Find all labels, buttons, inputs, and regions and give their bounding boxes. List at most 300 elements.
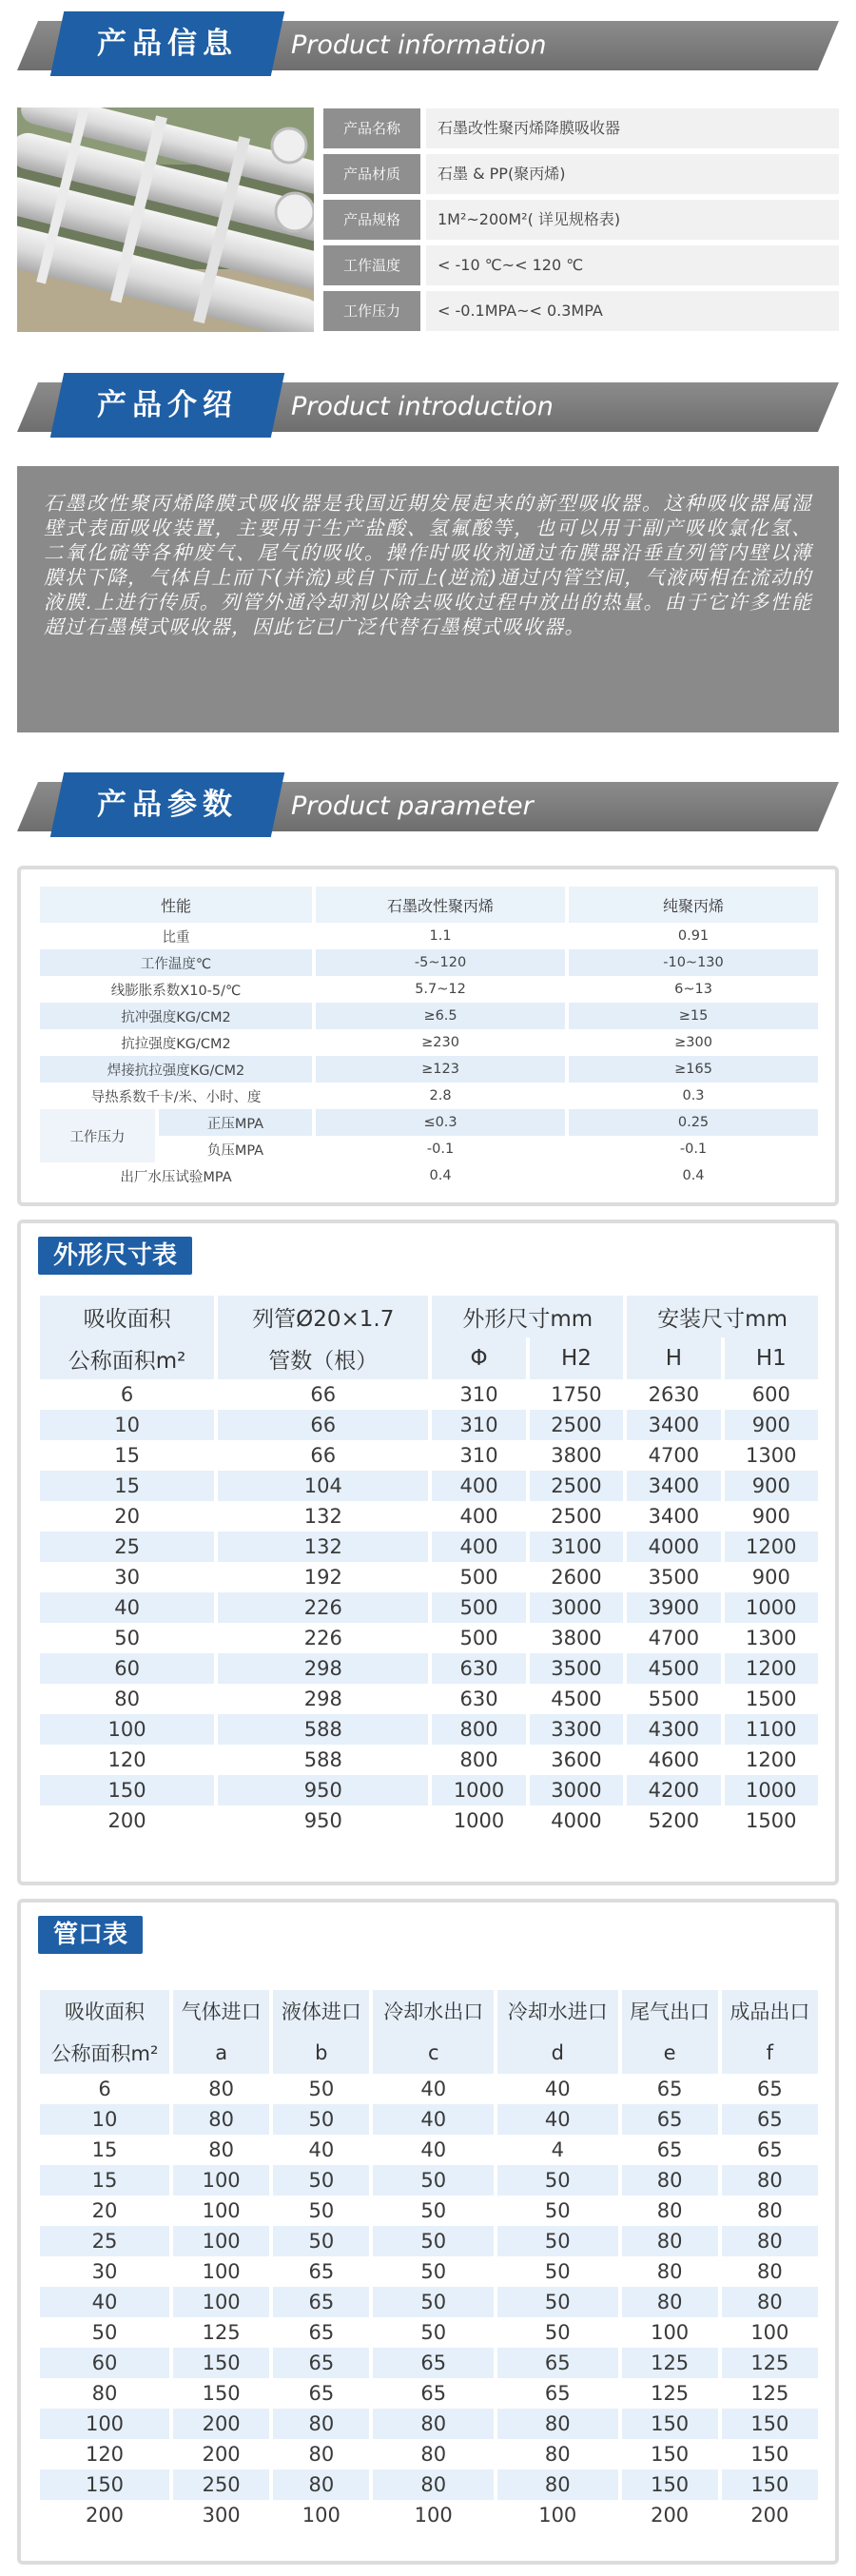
table-cell: 400 bbox=[459, 1505, 498, 1528]
table-cell: 100 bbox=[202, 2260, 241, 2283]
table-cell: 3900 bbox=[627, 1592, 720, 1623]
table-row bbox=[40, 923, 818, 949]
table-cell: 150 bbox=[750, 2443, 789, 2466]
table-cell: 50 bbox=[420, 2199, 447, 2222]
table-cell: 50 bbox=[91, 2321, 118, 2344]
table-row bbox=[40, 1029, 818, 1056]
table-cell: 80 bbox=[273, 2469, 369, 2500]
table-cell: 1300 bbox=[746, 1444, 797, 1467]
param-name: 抗拉强度KG/CM2 bbox=[121, 1036, 231, 1052]
table-row bbox=[40, 2469, 818, 2500]
param-value: -10~130 bbox=[569, 949, 818, 976]
table-row bbox=[40, 2226, 818, 2256]
table-cell: 298 bbox=[303, 1688, 342, 1710]
table-cell: 66 bbox=[310, 1444, 337, 1467]
table-cell: 125 bbox=[202, 2321, 241, 2344]
param-value: ≥123 bbox=[316, 1056, 565, 1083]
table-cell: 80 bbox=[622, 2165, 718, 2195]
header-cell: 性能 bbox=[40, 887, 312, 923]
table-cell: 65 bbox=[757, 2138, 783, 2161]
table-cell: 20 bbox=[114, 1505, 140, 1528]
header-cell: 液体进口 bbox=[273, 1990, 369, 2032]
table-cell: 3800 bbox=[551, 1444, 602, 1467]
table-cell: 15 bbox=[40, 1471, 214, 1501]
table-cell: 3800 bbox=[551, 1627, 602, 1649]
table-cell: 3300 bbox=[530, 1714, 623, 1745]
table-cell: 3400 bbox=[627, 1410, 720, 1440]
table-cell: 10 bbox=[40, 1410, 214, 1440]
table-cell: 100 bbox=[651, 2321, 690, 2344]
info-key: 产品材质 bbox=[323, 154, 420, 194]
table-cell: 50 bbox=[308, 2199, 335, 2222]
table-cell: 1500 bbox=[746, 1809, 797, 1832]
table-cell: 1000 bbox=[453, 1809, 505, 1832]
table-row bbox=[40, 1109, 818, 1136]
table-row bbox=[40, 1592, 818, 1623]
table-cell: 4000 bbox=[627, 1532, 720, 1562]
table-row bbox=[40, 1532, 818, 1562]
table-cell: 50 bbox=[544, 2321, 571, 2344]
param-value: 6~13 bbox=[674, 982, 712, 997]
table-cell: 6 bbox=[120, 1383, 134, 1406]
table-cell: 120 bbox=[107, 1748, 146, 1771]
intro-paragraph: 石墨改性聚丙烯降膜式吸收器是我国近期发展起来的新型吸收器。这种吸收器属湿壁式表面吸收装置，主要用于生产盐酸、氢氟酸等，也可以用于副产吸收氯化氢、二氧化硫等各种废气、尾气的吸收。操作时吸收剂通过布膜器沿垂直列管内壁以薄膜状下降，气体自上而下(并流)或自下而上(逆流)通过内管空间，气液两相在流动的液膜.上进行传质。列管外通冷却剂以除去吸收过程中放出的热量。由于它许多性能超过石墨模式吸收器，因此它已广泛代替石墨模式吸收器。 bbox=[17, 466, 839, 732]
param-table-box bbox=[17, 866, 839, 1206]
table-cell: 80 bbox=[114, 1688, 140, 1710]
section-banner-param bbox=[17, 772, 839, 837]
section-banner-intro bbox=[17, 373, 839, 438]
table-cell: 80 bbox=[722, 2287, 818, 2317]
table-cell: 100 bbox=[414, 2504, 453, 2527]
table-cell: 50 bbox=[420, 2260, 447, 2283]
table-cell: 100 bbox=[173, 2165, 269, 2195]
table-cell: 226 bbox=[218, 1592, 428, 1623]
table-cell: 66 bbox=[218, 1410, 428, 1440]
table-cell: 150 bbox=[722, 2409, 818, 2439]
param-name: 导热系数千卡/米、小时、度 bbox=[90, 1089, 262, 1105]
table-cell: 100 bbox=[750, 2321, 789, 2344]
table-cell: 4300 bbox=[627, 1714, 720, 1745]
param-value: ≥165 bbox=[569, 1056, 818, 1083]
port-table-box bbox=[17, 1899, 839, 2565]
table-cell: 104 bbox=[218, 1471, 428, 1501]
header-cell: 公称面积m² bbox=[40, 1337, 214, 1379]
table-cell: 66 bbox=[310, 1383, 337, 1406]
table-cell: 80 bbox=[722, 2226, 818, 2256]
param-value: 5.7~12 bbox=[415, 982, 466, 997]
table-cell: 500 bbox=[459, 1627, 498, 1649]
table-cell: 50 bbox=[497, 2226, 618, 2256]
info-key: 产品名称 bbox=[323, 108, 420, 148]
table-cell: 80 bbox=[622, 2226, 718, 2256]
table-cell: 4500 bbox=[551, 1688, 602, 1710]
table-cell: 132 bbox=[218, 1532, 428, 1562]
table-row bbox=[40, 2256, 818, 2287]
table-cell: 630 bbox=[432, 1653, 525, 1684]
table-cell: 50 bbox=[544, 2260, 571, 2283]
table-cell: 300 bbox=[202, 2504, 241, 2527]
table-cell: 15 bbox=[114, 1444, 140, 1467]
table-cell: 2500 bbox=[551, 1505, 602, 1528]
param-name: 焊接抗拉强度KG/CM2 bbox=[40, 1056, 312, 1083]
table-cell: 100 bbox=[173, 2287, 269, 2317]
header-cell: 纯聚丙烯 bbox=[569, 887, 818, 923]
table-row bbox=[40, 1379, 818, 1410]
table-cell: 50 bbox=[373, 2226, 494, 2256]
table-cell: 1200 bbox=[746, 1748, 797, 1771]
param-value: 0.4 bbox=[682, 1168, 705, 1183]
param-value: ≤0.3 bbox=[316, 1109, 565, 1136]
table-cell: 150 bbox=[40, 2469, 169, 2500]
header-cell: 气体进口 bbox=[173, 1990, 269, 2032]
dimension-table bbox=[36, 1296, 822, 1836]
table-cell: 80 bbox=[308, 2443, 335, 2466]
table-cell: 80 bbox=[208, 2078, 234, 2100]
table-cell: 50 bbox=[114, 1627, 140, 1649]
table-cell: 900 bbox=[751, 1566, 790, 1589]
header-cell: c bbox=[373, 2032, 494, 2074]
table-cell: 2600 bbox=[551, 1566, 602, 1589]
info-key: 产品规格 bbox=[323, 200, 420, 240]
header-cell: 管数（根） bbox=[218, 1337, 428, 1379]
dimension-table-box bbox=[17, 1220, 839, 1885]
section-title-cn: 产品介绍 bbox=[97, 388, 238, 422]
table-cell: 40 bbox=[40, 2287, 169, 2317]
table-cell: 4600 bbox=[648, 1748, 700, 1771]
table-cell: 1000 bbox=[432, 1775, 525, 1805]
table-cell: 80 bbox=[208, 2138, 234, 2161]
port-table bbox=[36, 1990, 822, 2530]
table-cell: 3000 bbox=[530, 1592, 623, 1623]
table-row bbox=[40, 2135, 818, 2165]
table-cell: 125 bbox=[722, 2348, 818, 2378]
table-row bbox=[40, 1136, 818, 1162]
header-cell: Φ bbox=[432, 1337, 525, 1379]
header-cell: f bbox=[722, 2032, 818, 2074]
header-cell: e bbox=[622, 2032, 718, 2074]
table-cell: 298 bbox=[218, 1653, 428, 1684]
table-cell: 50 bbox=[373, 2287, 494, 2317]
table-cell: 1500 bbox=[746, 1688, 797, 1710]
header-cell: d bbox=[497, 2032, 618, 2074]
table-cell: 200 bbox=[85, 2504, 125, 2527]
table-cell: 900 bbox=[751, 1505, 790, 1528]
table-cell: 50 bbox=[497, 2287, 618, 2317]
table-header-row bbox=[40, 2032, 818, 2074]
param-value: 0.4 bbox=[429, 1168, 452, 1183]
table-cell: 125 bbox=[750, 2382, 789, 2405]
header-cell: 冷却水出口 bbox=[373, 1990, 494, 2032]
table-cell: 588 bbox=[303, 1748, 342, 1771]
table-cell: 65 bbox=[722, 2104, 818, 2135]
table-cell: 1000 bbox=[725, 1592, 818, 1623]
table-cell: 50 bbox=[373, 2165, 494, 2195]
table-cell: 630 bbox=[459, 1688, 498, 1710]
table-cell: 150 bbox=[651, 2443, 690, 2466]
table-cell: 800 bbox=[459, 1748, 498, 1771]
table-cell: 125 bbox=[622, 2348, 718, 2378]
table-cell: 600 bbox=[751, 1383, 790, 1406]
param-name: 比重 bbox=[162, 929, 190, 946]
table-cell: 60 bbox=[40, 2348, 169, 2378]
info-row bbox=[323, 154, 839, 194]
table-cell: 65 bbox=[656, 2138, 683, 2161]
table-cell: 80 bbox=[757, 2260, 783, 2283]
table-row bbox=[40, 1410, 818, 1440]
table-cell: 3600 bbox=[551, 1748, 602, 1771]
table-cell: 65 bbox=[273, 2348, 369, 2378]
table-cell: 132 bbox=[303, 1505, 342, 1528]
table-row bbox=[40, 1684, 818, 1714]
table-cell: 60 bbox=[40, 1653, 214, 1684]
table-cell: 80 bbox=[373, 2469, 494, 2500]
table-cell: 65 bbox=[622, 2104, 718, 2135]
table-cell: 6 bbox=[98, 2078, 111, 2100]
table-cell: 4 bbox=[551, 2138, 564, 2161]
table-cell: 150 bbox=[202, 2382, 241, 2405]
table-cell: 65 bbox=[273, 2287, 369, 2317]
table-header-row bbox=[40, 1296, 818, 1337]
table-header-row bbox=[40, 887, 818, 923]
table-cell: 1300 bbox=[746, 1627, 797, 1649]
section-title-en: Product introduction bbox=[291, 392, 554, 421]
table-cell: 25 bbox=[40, 2226, 169, 2256]
table-cell: 200 bbox=[651, 2504, 690, 2527]
param-value: 0.91 bbox=[677, 928, 710, 944]
table-cell: 125 bbox=[651, 2382, 690, 2405]
header-cell: 外形尺寸mm bbox=[432, 1296, 623, 1337]
table-row bbox=[40, 1745, 818, 1775]
table-cell: 4000 bbox=[551, 1809, 602, 1832]
param-value: ≥300 bbox=[674, 1035, 712, 1050]
table-row bbox=[40, 1653, 818, 1684]
param-name: 负压MPA bbox=[206, 1142, 264, 1159]
table-row bbox=[40, 2287, 818, 2317]
table-row bbox=[40, 949, 818, 976]
table-cell: 192 bbox=[303, 1566, 342, 1589]
table-cell: 50 bbox=[273, 2165, 369, 2195]
section-banner-info bbox=[17, 11, 839, 76]
param-value: 2.8 bbox=[429, 1088, 452, 1103]
param-name: 出厂水压试验MPA bbox=[120, 1169, 232, 1185]
product-photo bbox=[17, 107, 314, 332]
table-cell: 15 bbox=[91, 2138, 118, 2161]
table-cell: 1200 bbox=[725, 1532, 818, 1562]
table-cell: 200 bbox=[173, 2409, 269, 2439]
header-cell: 列管Ø20×1.7 bbox=[218, 1296, 428, 1337]
table-cell: 80 bbox=[91, 2382, 118, 2405]
table-cell: 80 bbox=[497, 2409, 618, 2439]
table-cell: 50 bbox=[308, 2078, 335, 2100]
table-row bbox=[40, 2378, 818, 2409]
table-cell: 80 bbox=[622, 2287, 718, 2317]
table-cell: 400 bbox=[432, 1471, 525, 1501]
info-value: 石墨 & PP(聚丙烯) bbox=[426, 154, 839, 194]
table-cell: 120 bbox=[85, 2443, 125, 2466]
table-cell: 150 bbox=[622, 2469, 718, 2500]
info-row bbox=[323, 200, 839, 240]
param-value: 0.3 bbox=[682, 1088, 705, 1103]
table-cell: 1200 bbox=[725, 1653, 818, 1684]
table-row bbox=[40, 1003, 818, 1029]
table-cell: 80 bbox=[497, 2469, 618, 2500]
table-cell: 3400 bbox=[627, 1471, 720, 1501]
table-cell: 1000 bbox=[725, 1775, 818, 1805]
table-cell: 30 bbox=[91, 2260, 118, 2283]
table-cell: 80 bbox=[656, 2199, 683, 2222]
table-row bbox=[40, 2409, 818, 2439]
info-row bbox=[323, 108, 839, 148]
table-cell: 900 bbox=[725, 1410, 818, 1440]
param-value: 0.25 bbox=[569, 1109, 818, 1136]
param-value: -0.1 bbox=[679, 1142, 708, 1157]
table-row bbox=[40, 2104, 818, 2135]
table-cell: 310 bbox=[432, 1410, 525, 1440]
table-row bbox=[40, 1440, 818, 1471]
table-cell: 150 bbox=[40, 1775, 214, 1805]
table-cell: 500 bbox=[432, 1592, 525, 1623]
table-cell: 950 bbox=[218, 1775, 428, 1805]
table-cell: 40 bbox=[373, 2104, 494, 2135]
table-row bbox=[40, 1623, 818, 1653]
table-cell: 80 bbox=[757, 2199, 783, 2222]
param-value: 1.1 bbox=[429, 928, 452, 944]
table-cell: 65 bbox=[544, 2382, 571, 2405]
table-cell: 950 bbox=[303, 1809, 342, 1832]
info-value: < -0.1MPA~< 0.3MPA bbox=[426, 291, 839, 331]
header-cell: H bbox=[627, 1337, 720, 1379]
product-info-table bbox=[323, 108, 839, 337]
table-cell: 80 bbox=[173, 2104, 269, 2135]
param-value: -5~120 bbox=[316, 949, 565, 976]
header-cell: 公称面积m² bbox=[40, 2032, 169, 2074]
table-cell: 4700 bbox=[648, 1627, 700, 1649]
table-header-row bbox=[40, 1990, 818, 2032]
table-row bbox=[40, 1714, 818, 1745]
param-name: 工作温度℃ bbox=[40, 949, 312, 976]
header-cell: 成品出口 bbox=[722, 1990, 818, 2032]
table-cell: 20 bbox=[91, 2199, 118, 2222]
info-row bbox=[323, 245, 839, 285]
table-cell: 40 bbox=[420, 2138, 447, 2161]
info-value: < -10 ℃~< 120 ℃ bbox=[426, 245, 839, 285]
table-row bbox=[40, 2317, 818, 2348]
header-cell: H1 bbox=[725, 1337, 818, 1379]
header-cell: H2 bbox=[530, 1337, 623, 1379]
table-cell: 10 bbox=[40, 2104, 169, 2135]
table-row bbox=[40, 2439, 818, 2469]
port-table-title: 管口表 bbox=[38, 1916, 143, 1954]
table-cell: 250 bbox=[173, 2469, 269, 2500]
table-cell: 900 bbox=[725, 1471, 818, 1501]
table-row bbox=[40, 1501, 818, 1532]
table-cell: 4500 bbox=[627, 1653, 720, 1684]
table-cell: 2500 bbox=[530, 1471, 623, 1501]
table-cell: 65 bbox=[373, 2348, 494, 2378]
table-cell: 150 bbox=[722, 2469, 818, 2500]
table-cell: 40 bbox=[497, 2104, 618, 2135]
table-cell: 150 bbox=[173, 2348, 269, 2378]
table-cell: 65 bbox=[656, 2078, 683, 2100]
table-cell: 400 bbox=[432, 1532, 525, 1562]
table-cell: 2500 bbox=[530, 1410, 623, 1440]
table-cell: 80 bbox=[420, 2443, 447, 2466]
table-cell: 80 bbox=[656, 2260, 683, 2283]
table-cell: 50 bbox=[420, 2321, 447, 2344]
table-cell: 65 bbox=[308, 2321, 335, 2344]
param-name: 正压MPA bbox=[159, 1109, 312, 1136]
table-cell: 80 bbox=[722, 2165, 818, 2195]
table-cell: 15 bbox=[40, 2165, 169, 2195]
table-cell: 500 bbox=[459, 1566, 498, 1589]
table-cell: 100 bbox=[40, 1714, 214, 1745]
table-cell: 310 bbox=[459, 1383, 498, 1406]
header-cell: 冷却水进口 bbox=[497, 1990, 618, 2032]
param-table bbox=[36, 887, 822, 1189]
table-cell: 200 bbox=[107, 1809, 146, 1832]
header-cell: a bbox=[173, 2032, 269, 2074]
table-row bbox=[40, 1562, 818, 1592]
table-row bbox=[40, 2348, 818, 2378]
table-cell: 50 bbox=[273, 2226, 369, 2256]
table-cell: 100 bbox=[302, 2504, 340, 2527]
table-cell: 40 bbox=[40, 1592, 214, 1623]
table-cell: 3000 bbox=[530, 1775, 623, 1805]
table-cell: 588 bbox=[218, 1714, 428, 1745]
param-name: 抗冲强度KG/CM2 bbox=[40, 1003, 312, 1029]
table-row bbox=[40, 1775, 818, 1805]
table-cell: 40 bbox=[544, 2078, 571, 2100]
info-value: 1M²~200M²( 详见规格表) bbox=[426, 200, 839, 240]
table-header-row bbox=[40, 1337, 818, 1379]
table-cell: 40 bbox=[420, 2078, 447, 2100]
table-cell: 65 bbox=[497, 2348, 618, 2378]
table-cell: 100 bbox=[173, 2226, 269, 2256]
info-key: 工作压力 bbox=[323, 291, 420, 331]
pressure-label: 工作压力 bbox=[40, 1109, 155, 1162]
header-cell: 吸收面积 bbox=[40, 1990, 169, 2032]
table-cell: 65 bbox=[420, 2382, 447, 2405]
table-cell: 2630 bbox=[648, 1383, 700, 1406]
table-cell: 3500 bbox=[530, 1653, 623, 1684]
section-title-en: Product information bbox=[291, 30, 547, 60]
table-cell: 30 bbox=[114, 1566, 140, 1589]
info-key: 工作温度 bbox=[323, 245, 420, 285]
table-cell: 65 bbox=[308, 2382, 335, 2405]
param-value: ≥6.5 bbox=[316, 1003, 565, 1029]
param-value: ≥15 bbox=[569, 1003, 818, 1029]
table-row bbox=[40, 1162, 818, 1189]
param-value: ≥230 bbox=[421, 1035, 459, 1050]
table-row bbox=[40, 1083, 818, 1109]
table-cell: 310 bbox=[459, 1444, 498, 1467]
section-title-en: Product parameter bbox=[291, 791, 534, 821]
table-cell: 1750 bbox=[551, 1383, 602, 1406]
table-cell: 150 bbox=[622, 2409, 718, 2439]
table-cell: 65 bbox=[308, 2260, 335, 2283]
table-cell: 80 bbox=[373, 2409, 494, 2439]
table-cell: 5500 bbox=[648, 1688, 700, 1710]
table-cell: 200 bbox=[202, 2443, 241, 2466]
table-cell: 3400 bbox=[648, 1505, 700, 1528]
section-title-cn: 产品参数 bbox=[97, 788, 238, 822]
param-name: 线膨胀系数X10-5/℃ bbox=[110, 983, 242, 999]
table-cell: 50 bbox=[544, 2199, 571, 2222]
table-cell: 40 bbox=[308, 2138, 335, 2161]
info-value: 石墨改性聚丙烯降膜吸收器 bbox=[426, 108, 839, 148]
table-cell: 80 bbox=[273, 2409, 369, 2439]
table-cell: 200 bbox=[750, 2504, 789, 2527]
